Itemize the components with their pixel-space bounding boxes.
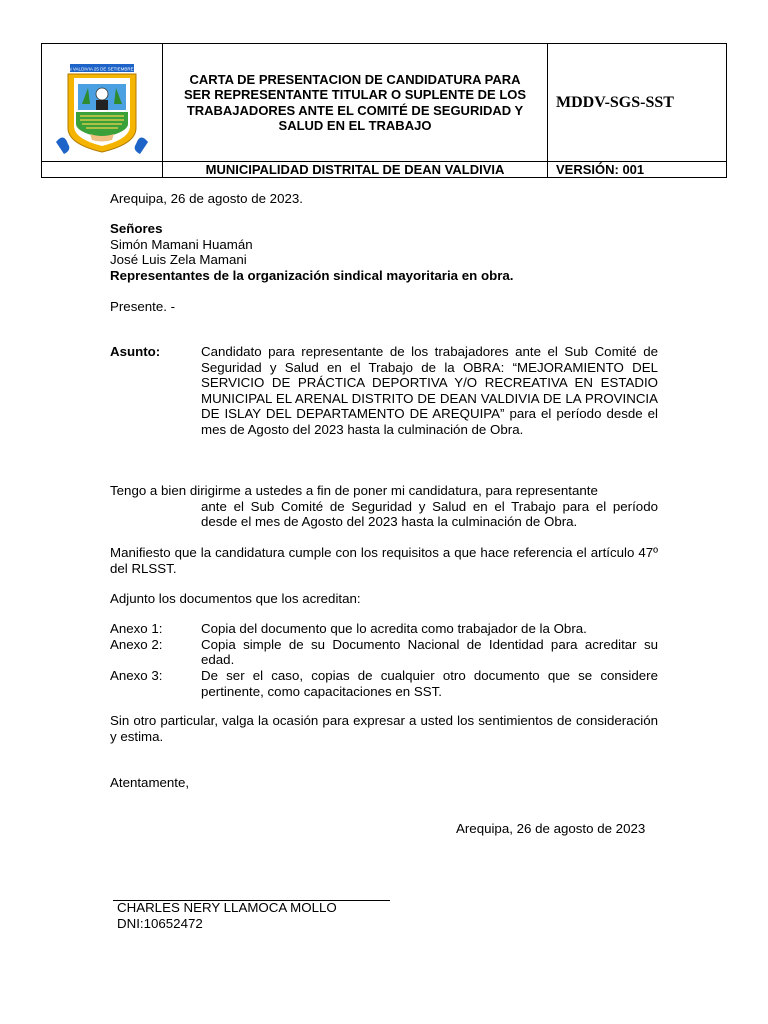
- place-date-right: Arequipa, 26 de agosto de 2023: [456, 821, 646, 836]
- annex-label: Anexo 3:: [110, 668, 163, 683]
- annex-label: Anexo 2:: [110, 636, 163, 652]
- organization-name: MUNICIPALIDAD DISTRITAL DE DEAN VALDIVIA: [163, 162, 548, 178]
- document-version: VERSIÓN: 001: [548, 162, 727, 178]
- signer-name: CHARLES NERY LLAMOCA MOLLO: [117, 900, 337, 915]
- paragraph-intro-rest: ante el Sub Comité de Seguridad y Salud en el Trabajo para el período desde el mes de Agosto del 2023 hasta la culminación de Obra.: [201, 498, 658, 529]
- document-title-cell: [163, 44, 548, 162]
- closing-salutation: Atentamente,: [110, 775, 190, 790]
- logo-cell: [42, 44, 163, 162]
- title-line: CARTA DE PRESENTACION DE CANDIDATURA PARA: [189, 71, 521, 87]
- annex-text: Copia del documento que lo acredita como trabajador de la Obra.: [201, 621, 587, 636]
- closing-paragraph: Sin otro particular, valga la ocasión para expresar a usted los sentimientos de consideración y estima.: [110, 713, 658, 744]
- subject-text: Candidato para representante de los trabajadores ante el Sub Comité de Seguridad y Salud en el Trabajo de la OBRA: “MEJORAMIENTO DEL SERVICIO DE PRÁCTICA DEPORTIVA Y/O RECREATIVA EN ESTADIO MUNICIPAL EL ARENAL DISTRITO DE DEAN VALDIVIA DE LA PROVINCIA DE ISLAY DEL DEPARTAMENTO DE AREQUIPA” para el período desde el mes de Agosto del 2023 hasta la culminación de Obra.: [201, 344, 658, 437]
- title-line: SALUD EN EL TRABAJO: [278, 118, 432, 133]
- paragraph-requirements: Manifiesto que la candidatura cumple con los requisitos a que hace referencia el artículo 47º del RLSST.: [110, 545, 658, 576]
- salutation: Señores: [110, 221, 163, 236]
- date-line: Arequipa, 26 de agosto de 2023.: [110, 191, 303, 206]
- document-header: [41, 43, 727, 178]
- title-line: TRABAJADORES ANTE EL COMITÉ DE SEGURIDAD Y: [186, 102, 524, 118]
- recipient-name: José Luis Zela Mamani: [110, 252, 247, 267]
- signer-dni: DNI:10652472: [117, 915, 203, 931]
- recipient-name: Simón Mamani Huamán: [110, 236, 253, 252]
- presente-line: Presente. -: [110, 299, 176, 314]
- recipients-role: Representantes de la organización sindical mayoritaria en obra.: [110, 267, 514, 283]
- svg-text:DEAN VALDIVIA 25 DE SETIEMBRE: DEAN VALDIVIA 25 DE SETIEMBRE 1953: [59, 66, 145, 72]
- annex-text: De ser el caso, copias de cualquier otro documento que se considere pertinente, como capacitaciones en SST.: [201, 668, 658, 699]
- annex-text: Copia simple de su Documento Nacional de Identidad para acreditar su edad.: [201, 636, 658, 667]
- paragraph-intro-first-line: Tengo a bien dirigirme a ustedes a fin de poner mi candidatura, para representante: [110, 483, 598, 498]
- subject-label: Asunto:: [110, 344, 161, 359]
- paragraph-attachments: Adjunto los documentos que los acreditan:: [110, 591, 361, 606]
- municipal-shield-logo: [42, 44, 162, 158]
- document-code: MDDV-SGS-SST: [548, 44, 727, 162]
- empty-cell: [42, 162, 163, 178]
- title-line: SER REPRESENTANTE TITULAR O SUPLENTE DE LOS: [183, 87, 527, 102]
- annex-label: Anexo 1:: [110, 621, 163, 636]
